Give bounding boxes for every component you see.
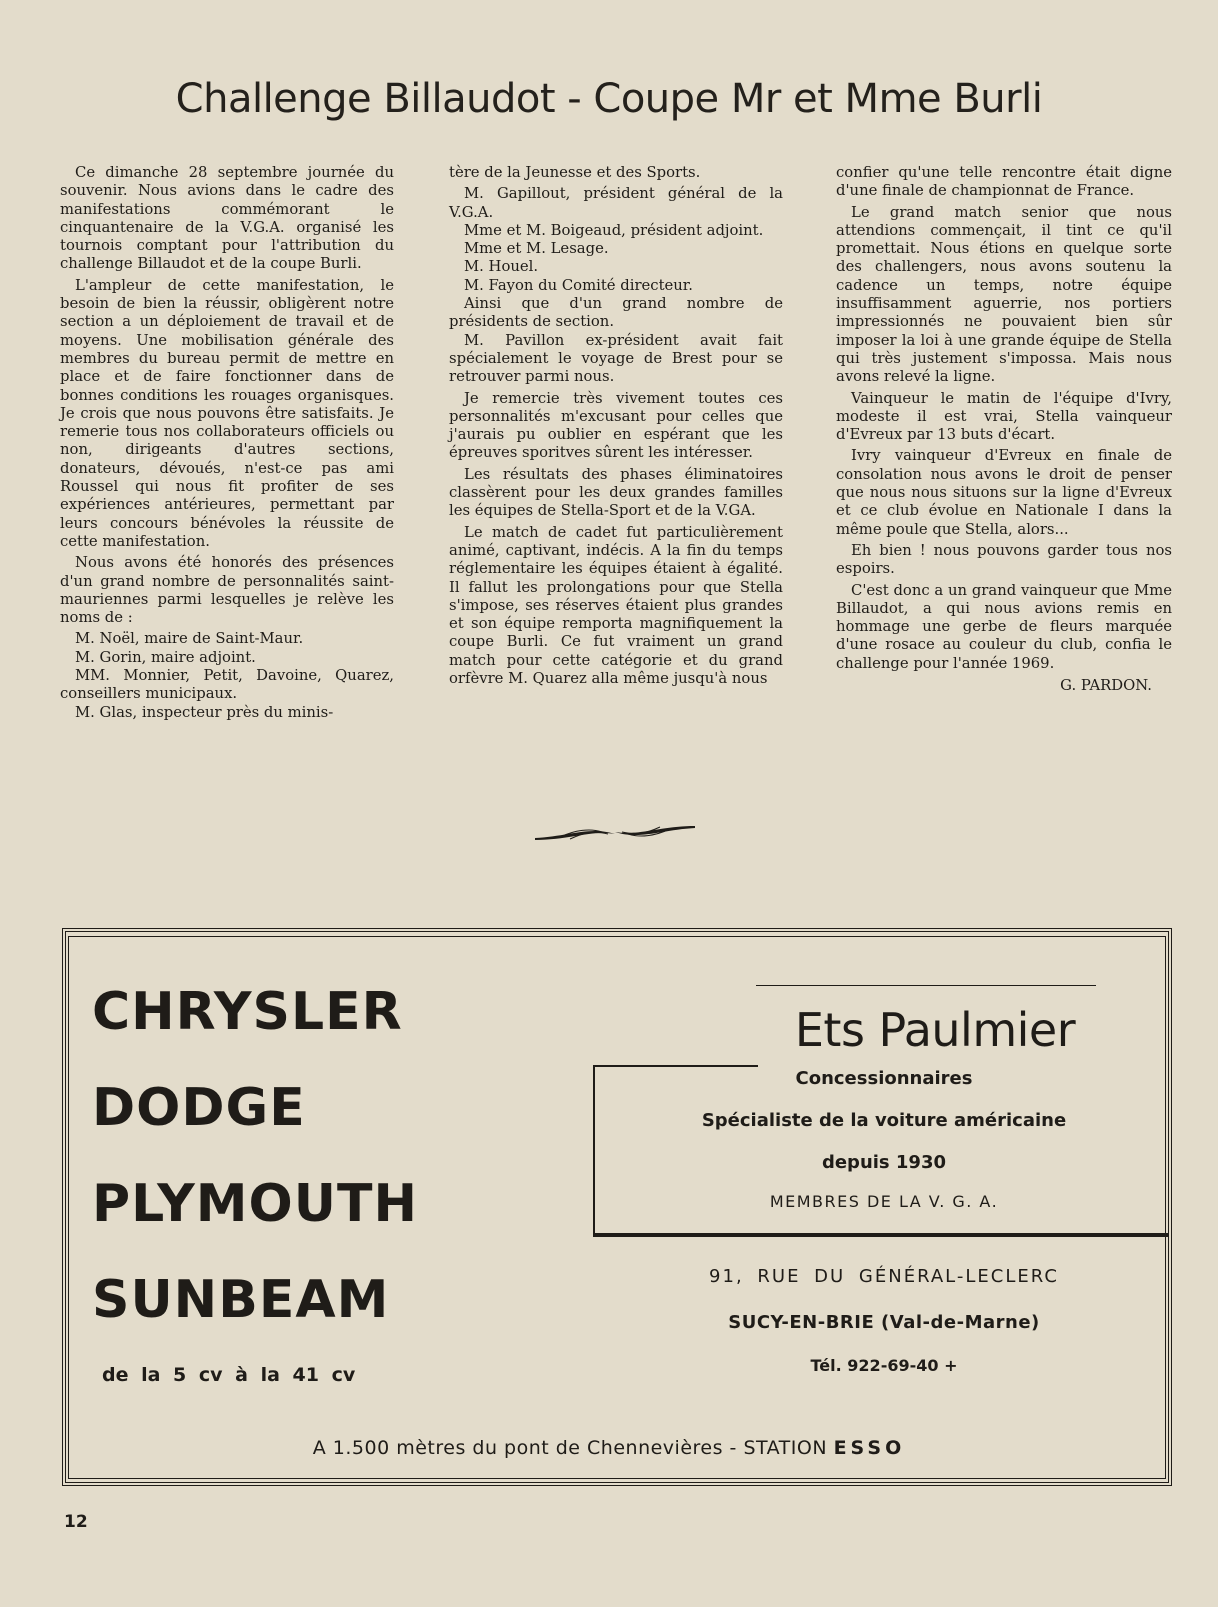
- list-item: M. Fayon du Comité directeur.: [464, 276, 693, 294]
- paragraph: Le match de cadet fut particulièrement animé, captivant, indécis. A la fin du temps réglementaire les équipes étaient à égalité. Il fallut les prolongations pour que Stella s'impose, ses réserves étaient plus grandes et son équipe remporta magnifiquement la coupe Burli. Ce fut vraiment un grand match pour cette catégorie et du grand orfèvre M. Quarez alla même jusqu'à nous: [449, 523, 783, 688]
- ad-footer-brand: ESSO: [833, 1437, 906, 1459]
- dealer-info-box: [593, 1065, 1168, 1237]
- list-item: MM. Monnier, Petit, Davoine, Quarez, conseillers municipaux.: [60, 667, 394, 703]
- brand-chrysler: CHRYSLER: [92, 982, 403, 1042]
- list-item: M. Noël, maire de Saint-Maur.: [75, 630, 304, 648]
- list-item: M. Glas, inspecteur près du minis-: [75, 703, 334, 721]
- article-column-3: [836, 164, 1172, 698]
- paragraph: Ce dimanche 28 septembre journée du souvenir. Nous avions dans le cadre des manifestations commémorant le cinquantenaire de la V.G.A. organisé les tournois comptant pour l'attribution du challenge Billaudot et de la coupe Burli.: [60, 164, 394, 273]
- ornament-divider-icon: [530, 818, 700, 848]
- company-name: Ets Paulmier: [794, 1003, 1076, 1057]
- list-item: M. Gorin, maire adjoint.: [75, 648, 256, 666]
- ad-footer-text: A 1.500 mètres du pont de Chennevières - STATION: [312, 1437, 828, 1459]
- dealer-specialty: Spécialiste de la voiture américaine: [701, 1110, 1067, 1131]
- paragraph: Eh bien ! nous pouvons garder tous nos espoirs.: [836, 541, 1172, 578]
- list-item: Ainsi que d'un grand nombre de présidents de section.: [449, 295, 783, 331]
- brand-plymouth: PLYMOUTH: [92, 1174, 418, 1234]
- ad-footer: [0, 1437, 1218, 1459]
- dealer-members: MEMBRES DE LA V. G. A.: [769, 1192, 999, 1211]
- paragraph: Le grand match senior que nous attendions commençait, il tint ce qu'il promettait. Nous étions en quelque sorte des challengers, nous avons soutenu la cadence un temps, notre équipe insuffisamment aguerrie, nos portiers impressionnés ne pouvaient bien sûr imposer la loi à une grande équipe de Stella qui très justement s'impossa. Mais nous avons relevé la ligne.: [836, 203, 1172, 386]
- paragraph: Ivry vainqueur d'Evreux en finale de consolation nous avons le droit de penser que nous nous situons sur la ligne d'Evreux et ce club évolue en Nationale I dans la même poule que Stella, alors...: [836, 447, 1172, 538]
- signature: G. PARDON.: [1060, 677, 1152, 695]
- list-item: M. Gapillout, président général de la V.G.A.: [449, 185, 783, 221]
- dealer-address: 91, RUE DU GÉNÉRAL-LECLERC: [709, 1266, 1059, 1287]
- paragraph: Je remercie très vivement toutes ces personnalités m'excusant pour celles que j'aurais pu oublier en espérant que les épreuves sporitves sûrent les intéresser.: [449, 389, 783, 462]
- list-item: M. Houel.: [464, 258, 539, 276]
- dealer-since: depuis 1930: [821, 1152, 947, 1173]
- brand-sunbeam: SUNBEAM: [92, 1270, 390, 1330]
- paragraph: Vainqueur le matin de l'équipe d'Ivry, modeste il est vrai, Stella vainqueur d'Evreux par 13 buts d'écart.: [836, 389, 1172, 444]
- article-title: Challenge Billaudot - Coupe Mr et Mme Burli: [175, 76, 1043, 122]
- list-item: Mme et M. Boigeaud, président adjoint.: [464, 221, 764, 239]
- brand-dodge: DODGE: [92, 1078, 306, 1138]
- article-column-2: [449, 164, 783, 691]
- article-column-1: [60, 164, 394, 722]
- cv-range: de la 5 cv à la 41 cv: [102, 1364, 356, 1386]
- list-item: Mme et M. Lesage.: [464, 240, 609, 258]
- paragraph: M. Pavillon ex-président avait fait spécialement le voyage de Brest pour se retrouver parmi nous.: [449, 331, 783, 386]
- paragraph: Nous avons été honorés des présences d'un grand nombre de personnalités saint-mauriennes parmi lesquelles je relève les noms de :: [60, 554, 394, 627]
- divider: [756, 985, 1096, 986]
- dealer-role: Concessionnaires: [795, 1068, 973, 1089]
- paragraph: Les résultats des phases éliminatoires classèrent pour les deux grandes familles les équipes de Stella-Sport et de la V.GA.: [449, 465, 783, 520]
- paragraph: tère de la Jeunesse et des Sports.: [449, 164, 701, 181]
- dealer-phone: Tél. 922-69-40 +: [810, 1356, 958, 1375]
- paragraph: L'ampleur de cette manifestation, le besoin de bien la réussir, obligèrent notre section a un déploiement de travail et de moyens. Une mobilisation générale des membres du bureau permit de mettre en place et de faire fonctionner dans de bonnes conditions les rouages organisques. Je crois que nous pouvons être satisfaits. Je remerie tous nos collaborateurs officiels ou non, dirigeants d'autres sections, donateurs, dévoués, n'est-ce pas ami Roussel qui nous fit profiter de ses expériences antérieures, permettant par leurs concours bénévoles la réussite de cette manifestation.: [60, 276, 394, 550]
- page-number: 12: [64, 1512, 88, 1532]
- paragraph: confier qu'une telle rencontre était digne d'une finale de championnat de France.: [836, 164, 1172, 200]
- dealer-city: SUCY-EN-BRIE (Val-de-Marne): [728, 1312, 1040, 1333]
- paragraph: C'est donc a un grand vainqueur que Mme Billaudot, a qui nous avions remis en hommage une gerbe de fleurs marquée d'une rosace au couleur du club, confia le challenge pour l'année 1969.: [836, 581, 1172, 672]
